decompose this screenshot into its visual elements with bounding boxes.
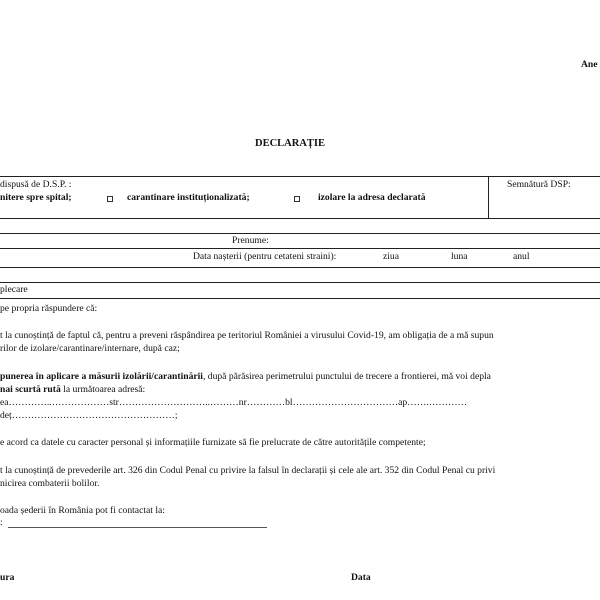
paragraph-2-line-2 [0, 385, 145, 395]
paragraph-1-line-1: t la cunoștință de faptul că, pentru a preveni răspândirea pe teritoriul României a virusului Covid-19, am obligația de a mă supun [0, 330, 494, 341]
contact-prefix: : [0, 517, 3, 528]
option-institutional-label: carantinare instituționalizată; [127, 192, 250, 203]
option-hospital-label: nitere spre spital; [0, 192, 72, 203]
dob-month-label: luna [451, 251, 468, 262]
page-title: DECLARAȚIE [255, 138, 326, 149]
dob-day-label: ziua [383, 251, 399, 262]
departure-bottom-border [0, 298, 600, 299]
own-responsibility-text: pe propria răspundere că: [0, 303, 98, 314]
departure-top-border [0, 282, 600, 283]
paragraph-2-line-1 [0, 372, 491, 382]
identity-row-divider [0, 248, 600, 249]
date-label: Data [351, 572, 371, 583]
address-line: ea…………..………………str………………………..………nr…………bl……………………………ap…….………… [0, 397, 468, 408]
dsp-line-label: dispusă de D.S.P. : [0, 179, 72, 190]
identity-bottom-border [0, 267, 600, 268]
departure-label: plecare [0, 284, 28, 295]
dsp-box-top-border [0, 176, 600, 177]
identity-top-border [0, 233, 600, 234]
paragraph-4-line-1: t la cunoștință de prevederile art. 326 din Codul Penal cu privire la falsul în declarații și cele ale art. 352 din Codul Penal cu privi [0, 465, 496, 476]
signature-label: ura [0, 572, 15, 583]
annex-label: Ane [581, 59, 598, 70]
checkbox-home-isolation[interactable] [294, 196, 300, 202]
contact-line: oada șederii în România pot fi contactat la: [0, 505, 165, 516]
dsp-box-divider [488, 176, 489, 218]
paragraph-1-line-2: rilor de izolare/carantinare/internare, după caz; [0, 343, 180, 354]
paragraph-3: e acord ca datele cu caracter personal și informațiile furnizate să fie prelucrate de către autoritățile competente; [0, 437, 426, 448]
paragraph-2-rest-1: , după părăsirea perimetrului punctului de trecere a frontierei, mă voi depla [202, 371, 491, 382]
paragraph-4-line-2: nicirea combaterii bolilor. [0, 478, 100, 489]
dsp-box-bottom-border [0, 218, 600, 219]
checkbox-institutional[interactable] [107, 196, 113, 202]
dob-label: Data nașterii (pentru cetateni straini): [193, 251, 337, 262]
contact-input-line[interactable] [8, 527, 267, 528]
paragraph-2-rest-2: la următoarea adresă: [60, 384, 146, 395]
paragraph-2-bold-2: nai scurtă rută [0, 384, 61, 395]
dsp-signature-label: Semnătură DSP: [507, 179, 571, 190]
paragraph-2-bold-1: punerea în aplicare a măsurii izolării/carantinării [0, 371, 203, 382]
dob-year-label: anul [513, 251, 530, 262]
first-name-label: Prenume: [232, 235, 269, 246]
option-home-label: izolare la adresa declarată [318, 192, 426, 203]
county-line: deț……………………………………………; [0, 410, 178, 421]
